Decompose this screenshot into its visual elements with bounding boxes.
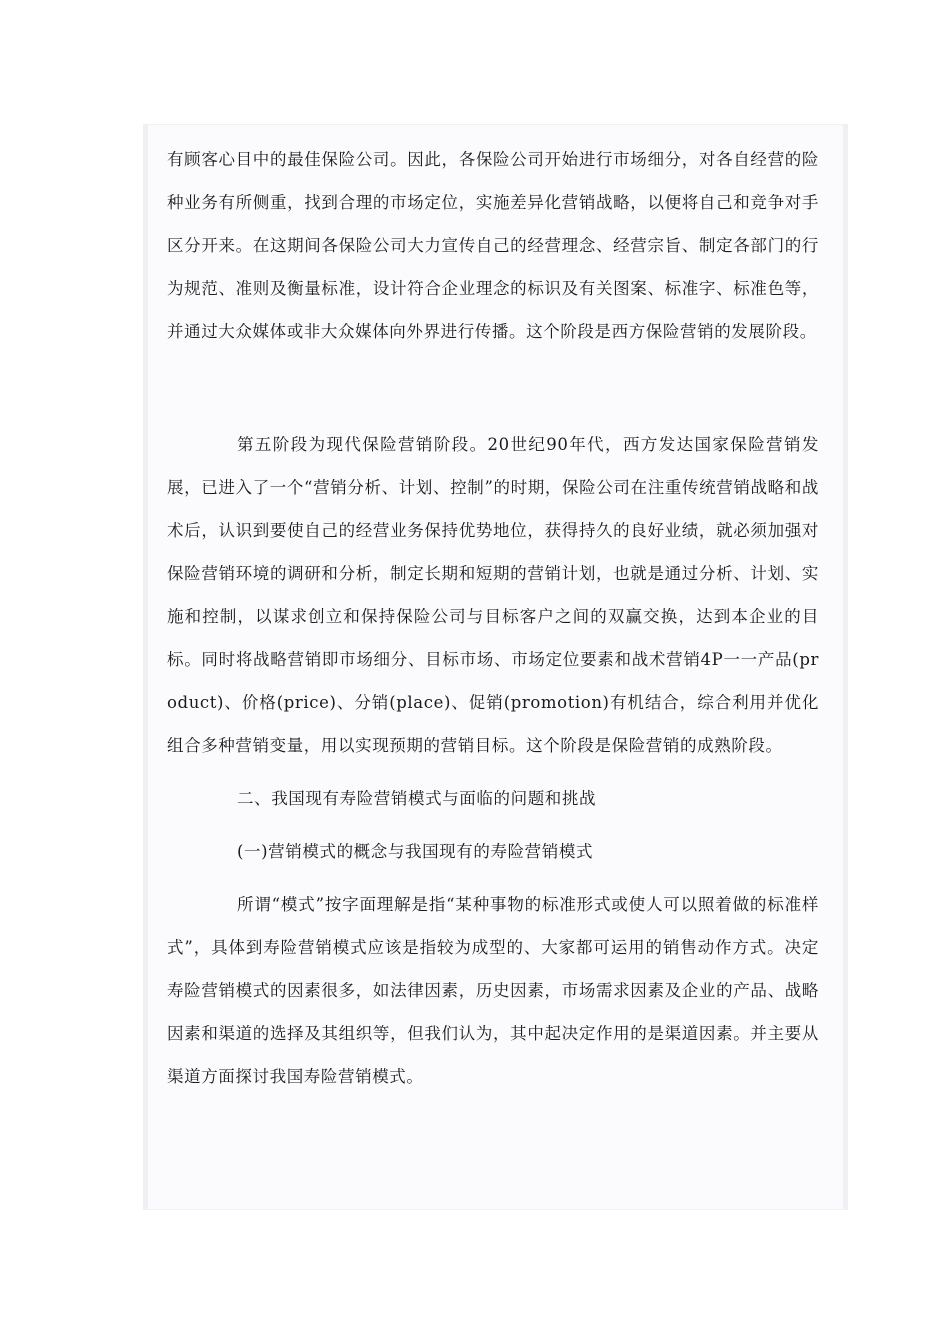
subsection-heading: (一)营销模式的概念与我国现有的寿险营销模式	[237, 842, 594, 861]
document-body	[167, 138, 819, 1098]
section-heading: 二、我国现有寿险营销模式与面临的问题和挑战	[237, 789, 597, 808]
paragraph-model-definition: 所谓“模式”按字面理解是指“某种事物的标准形式或使人可以照着做的标准样式”，具体到寿险营销模式应该是指较为成型的、大家都可运用的销售动作方式。决定寿险营销模式的因素很多，如法律因素，历史因素，市场需求因素及企业的产品、战略因素和渠道的选择及其组织等，但我们认为，其中起决定作用的是渠道因素。并主要从渠道方面探讨我国寿险营销模式。	[167, 895, 819, 1086]
paragraph-modern-stage: 第五阶段为现代保险营销阶段。20世纪90年代，西方发达国家保险营销发展，已进入了一个“营销分析、计划、控制”的时期，保险公司在注重传统营销战略和战术后，认识到要使自己的经营业务保持优势地位，获得持久的良好业绩，就必须加强对保险营销环境的调研和分析，制定长期和短期的营销计划，也就是通过分析、计划、实施和控制，以谋求创立和保持保险公司与目标客户之间的双赢交换，达到本企业的目标。同时将战略营销即市场细分、目标市场、市场定位要素和战术营销4P一一产品(product)、价格(price)、分销(place)、促销(promotion)有机结合，综合利用并优化组合多种营销变量，用以实现预期的营销目标。这个阶段是保险营销的成熟阶段。	[167, 435, 819, 755]
paragraph-development-stage: 有顾客心目中的最佳保险公司。因此，各保险公司开始进行市场细分，对各自经营的险种业务有所侧重，找到合理的市场定位，实施差异化营销战略，以便将自己和竞争对手区分开来。在这期间各保险公司大力宣传自己的经营理念、经营宗旨、制定各部门的行为规范、准则及衡量标准，设计符合企业理念的标识及有关图案、标准字、标准色等，并通过大众媒体或非大众媒体向外界进行传播。这个阶段是西方保险营销的发展阶段。	[167, 150, 819, 341]
